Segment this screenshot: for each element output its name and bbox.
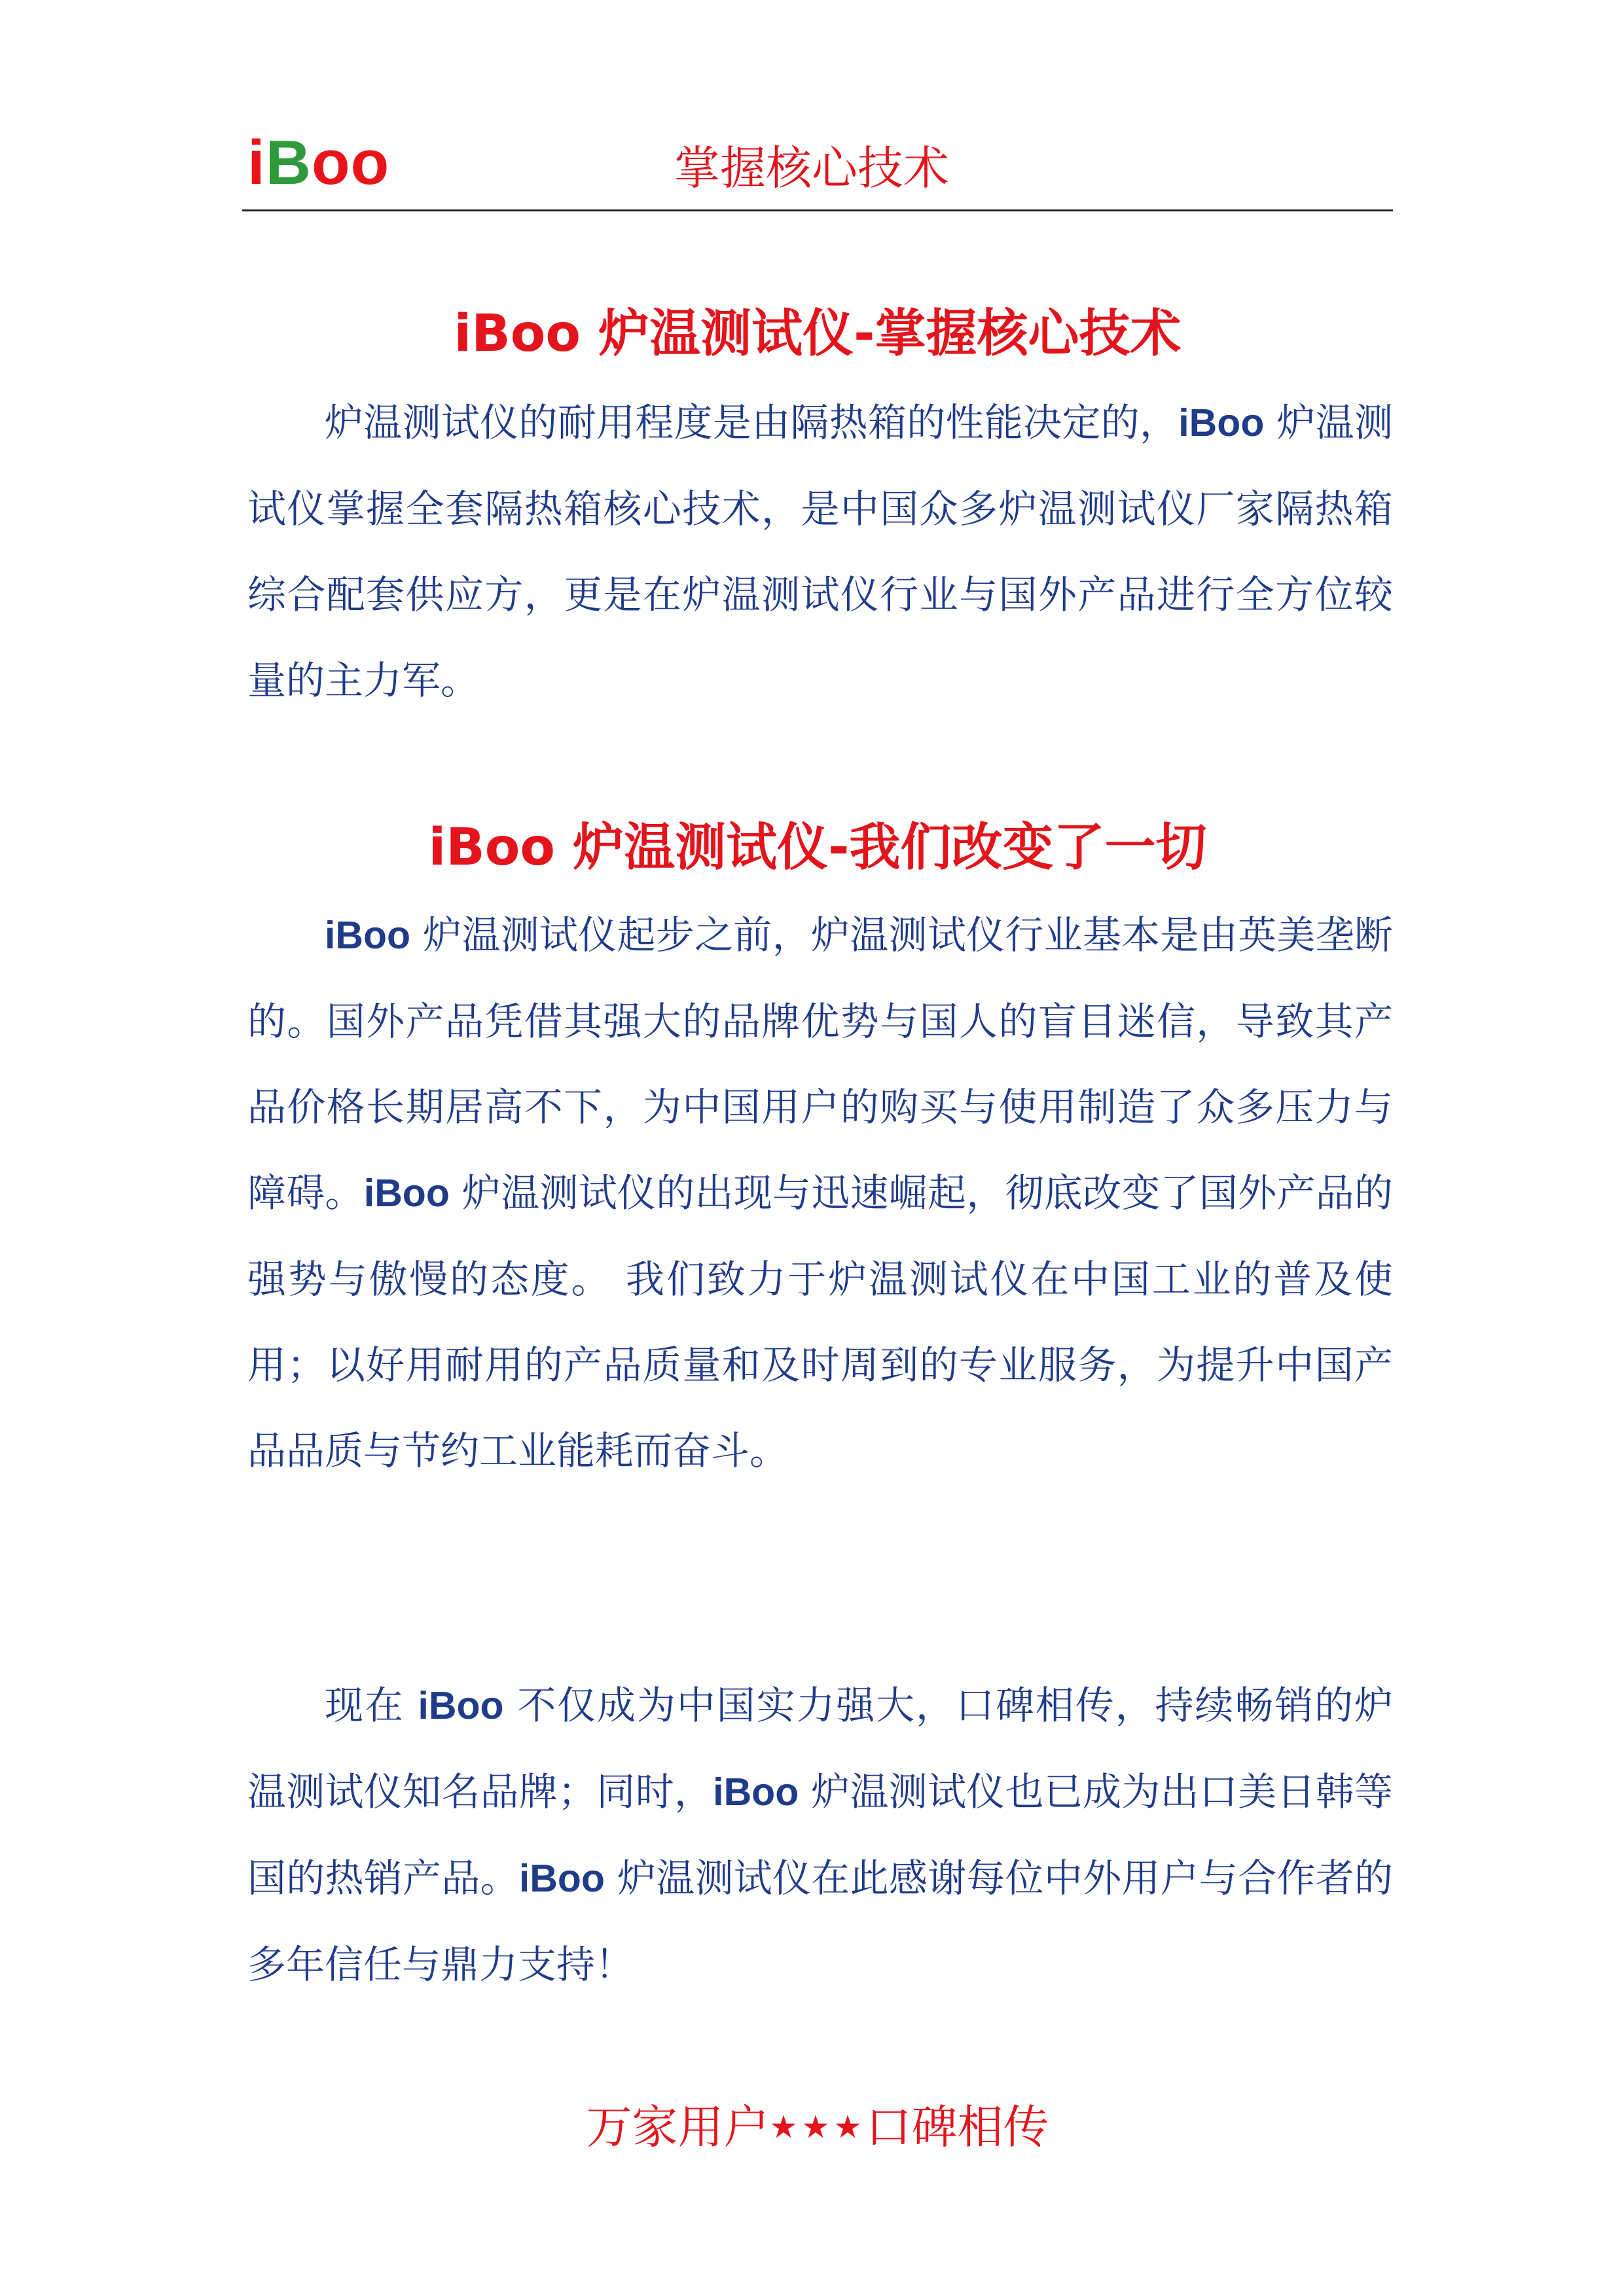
brand-name: iBoo xyxy=(418,1684,504,1727)
brand-name: iBoo xyxy=(363,1172,450,1215)
iboo-logo xyxy=(247,127,389,199)
footer-slogan xyxy=(242,2094,1393,2160)
brand-name: iBoo xyxy=(518,1857,605,1900)
brand-name: iBoo xyxy=(713,1770,799,1814)
page-header xyxy=(242,118,1393,211)
footer-text: 口碑相传 xyxy=(865,2100,1049,2154)
text-segment: 炉温测试仪掌握全套隔热箱核心技术，是中国众多炉温测试仪厂家隔热箱综合配套供应方，更是在炉温测试仪行业与国外产品进行全方位较量的主力军。 xyxy=(247,400,1393,703)
section-title-changed-everything: iBoo 炉温测试仪-我们改变了一切 xyxy=(428,818,1207,877)
logo-letter-i: i xyxy=(247,128,266,198)
stars-icon: ★★★ xyxy=(769,2109,866,2145)
text-segment: 炉温测试仪也已成为出口美日韩等国的热销产品。 xyxy=(247,1769,1393,1901)
paragraph-changed-everything xyxy=(247,892,1393,1494)
brand-name: iBoo xyxy=(1178,401,1265,444)
header-slogan: 掌握核心技术 xyxy=(674,141,949,195)
text-segment: 不仅成为中国实力强大，口碑相传，持续畅销的炉温测试仪知名品牌；同时， xyxy=(247,1683,1393,1814)
logo-letters-oo: oo xyxy=(312,128,390,198)
logo-letter-b: B xyxy=(265,128,312,198)
text-segment: 炉温测试仪在此感谢每位中外用户与合作者的多年信任与鼎力支持！ xyxy=(247,1856,1393,1987)
text-segment: 炉温测试仪起步之前，炉温测试仪行业基本是由英美垄断的。国外产品凭借其强大的品牌优势与国人的盲目迷信，导致其产品价格长期居高不下，为中国用户的购买与使用制造了众多压力与障碍。 xyxy=(247,912,1393,1215)
paragraph-thanks xyxy=(247,1662,1393,2007)
brand-name: iBoo xyxy=(325,914,411,957)
text-segment: 炉温测试仪的耐用程度是由隔热箱的性能决定的， xyxy=(325,400,1179,445)
paragraph-core-technology xyxy=(247,380,1393,723)
footer-text: 万家用户 xyxy=(586,2100,770,2154)
text-segment: 炉温测试仪的出现与迅速崛起，彻底改变了国外产品的强势与傲慢的态度。 我们致力于炉温测试仪在中国工业的普及使用；以好用耐用的产品质量和及时周到的专业服务，为提升中国产品品质与节约工业能耗而奋斗。 xyxy=(247,1170,1393,1473)
section-title-core-technology: iBoo 炉温测试仪-掌握核心技术 xyxy=(454,304,1182,363)
text-segment: 现在 xyxy=(325,1683,418,1728)
